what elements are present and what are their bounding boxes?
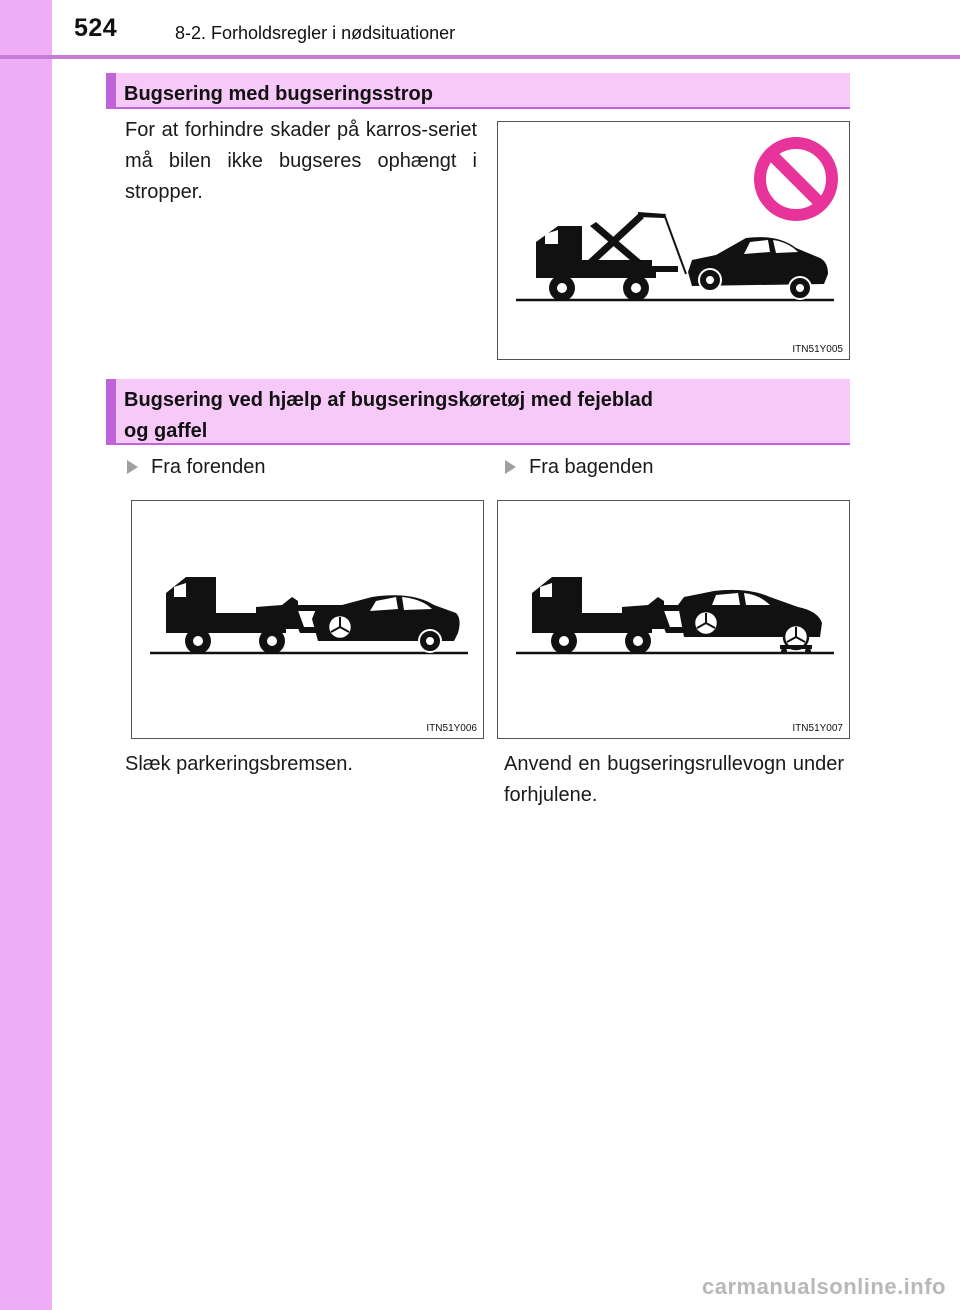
bullet-label: Fra forenden: [151, 456, 266, 478]
heading-line-1: Bugsering ved hjælp af bugseringskøretøj med fejeblad: [124, 389, 653, 411]
figure-code: ITN51Y005: [792, 344, 843, 355]
section-title: 8-2. Forholdsregler i nødsituationer: [175, 23, 456, 43]
figure-code: ITN51Y007: [792, 723, 843, 734]
bullet-label: Fra bagenden: [529, 456, 654, 478]
prohibited-icon: [760, 143, 832, 215]
bullet-from-rear: [505, 452, 654, 482]
tow-strap-illustration: [498, 122, 849, 359]
figure-tow-from-front: [131, 500, 484, 739]
wheel-lift-rear-illustration: [498, 501, 849, 738]
heading-wheel-lift: [106, 379, 850, 445]
figure-code: ITN51Y006: [426, 723, 477, 734]
figure-tow-strap-prohibited: [497, 121, 850, 360]
triangle-bullet-icon: [127, 460, 138, 474]
caption-front: Slæk parkeringsbremsen.: [125, 753, 353, 775]
watermark: carmanualsonline.info: [702, 1274, 946, 1299]
caption-rear: Anvend en bugseringsrullevogn under forhjulene.: [504, 753, 844, 806]
bullet-from-front: [127, 452, 266, 482]
figure-tow-from-rear: [497, 500, 850, 739]
triangle-bullet-icon: [505, 460, 516, 474]
paragraph-tow-strap-warning: For at forhindre skader på karros-seriet må bilen ikke bugseres ophængt i stropper.: [125, 119, 477, 203]
header-rule: [0, 55, 960, 59]
page-number: 524: [74, 14, 118, 42]
heading-tow-strap: Bugsering med bugseringsstrop: [106, 73, 850, 109]
side-tab-strip: [0, 0, 52, 1310]
wheel-lift-front-illustration: [132, 501, 483, 738]
heading-line-2: og gaffel: [124, 420, 208, 442]
